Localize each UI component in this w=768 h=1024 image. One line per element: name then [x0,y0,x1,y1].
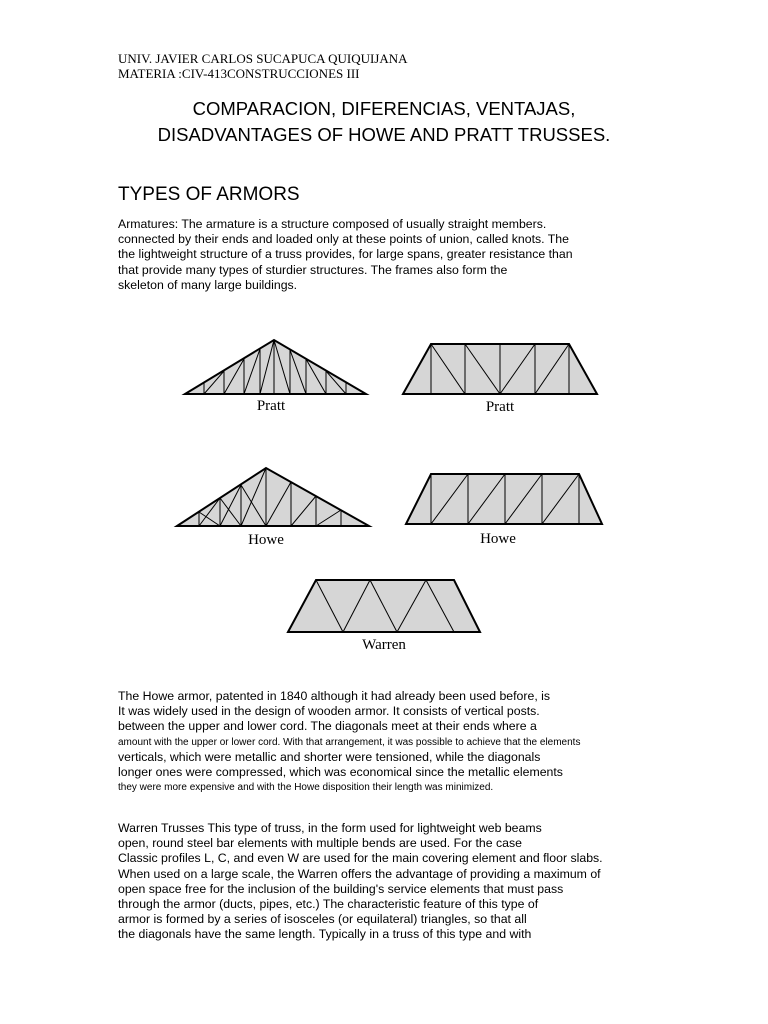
pratt-bridge-label: Pratt [485,399,515,415]
howe-roof-label: Howe [248,532,284,548]
paragraph-line: skeleton of many large buildings. [118,277,298,292]
paragraph-line: the lightweight structure of a truss provides, for large spans, greater resistance than [118,247,573,262]
paragraph-line: amount with the upper or lower cord. With that arrangement, it was possible to achieve that the elements [118,736,581,748]
pratt-bridge-truss-diagram [398,340,602,398]
paragraph-line: through the armor (ducts, pipes, etc.) The characteristic feature of this type of [118,897,539,912]
intro-paragraph [118,217,573,293]
paragraph-line: open, round steel bar elements with multiple bends are used. For the case [118,836,522,851]
howe-bridge-label: Howe [480,531,516,547]
paragraph-line: Warren Trusses This type of truss, in the form used for lightweight web beams [118,821,542,835]
howe-bridge-truss-diagram [401,470,607,528]
warren-paragraph [118,821,603,943]
pratt-roof-label: Pratt [256,398,286,414]
paragraph-line: armor is formed by a series of isosceles (or equilateral) triangles, so that all [118,912,527,927]
paragraph-line: that provide many types of sturdier structures. The frames also form the [118,262,508,277]
document-title-line-1: COMPARACION, DIFERENCIAS, VENTAJAS, [192,98,576,119]
paragraph-line: connected by their ends and loaded only at these points of union, called knots. The [118,232,569,247]
section-heading: TYPES OF ARMORS [118,184,300,205]
paragraph-line: verticals, which were metallic and shorter were tensioned, while the diagonals [118,749,541,764]
course-line: MATERIA :CIV-413CONSTRUCCIONES III [118,66,360,81]
paragraph-line: open space free for the inclusion of the building's service elements that must pass [118,881,564,896]
howe-roof-truss-diagram [173,464,373,530]
warren-label: Warren [362,637,406,653]
paragraph-line: Armatures: The armature is a structure composed of usually straight members. [118,217,547,231]
howe-paragraph [118,689,580,795]
paragraph-line: The Howe armor, patented in 1840 although it had already been used before, is [118,689,551,703]
paragraph-line: Classic profiles L, C, and even W are used for the main covering element and floor slabs. [118,851,603,866]
paragraph-line: between the upper and lower cord. The diagonals meet at their ends where a [118,719,537,734]
paragraph-line: It was widely used in the design of wooden armor. It consists of vertical posts. [118,704,540,719]
paragraph-line: the diagonals have the same length. Typically in a truss of this type and with [118,927,532,942]
document-title-line-2: DISADVANTAGES OF HOWE AND PRATT TRUSSES. [157,124,611,145]
paragraph-line: they were more expensive and with the Howe disposition their length was minimized. [118,782,494,794]
pratt-roof-truss-diagram [180,336,372,398]
paragraph-line: longer ones were compressed, which was economical since the metallic elements [118,765,563,780]
paragraph-line: When used on a large scale, the Warren offers the advantage of providing a maximum of [118,866,601,881]
author-line: UNIV. JAVIER CARLOS SUCAPUCA QUIQUIJANA [118,51,408,66]
warren-truss-diagram [284,576,484,636]
